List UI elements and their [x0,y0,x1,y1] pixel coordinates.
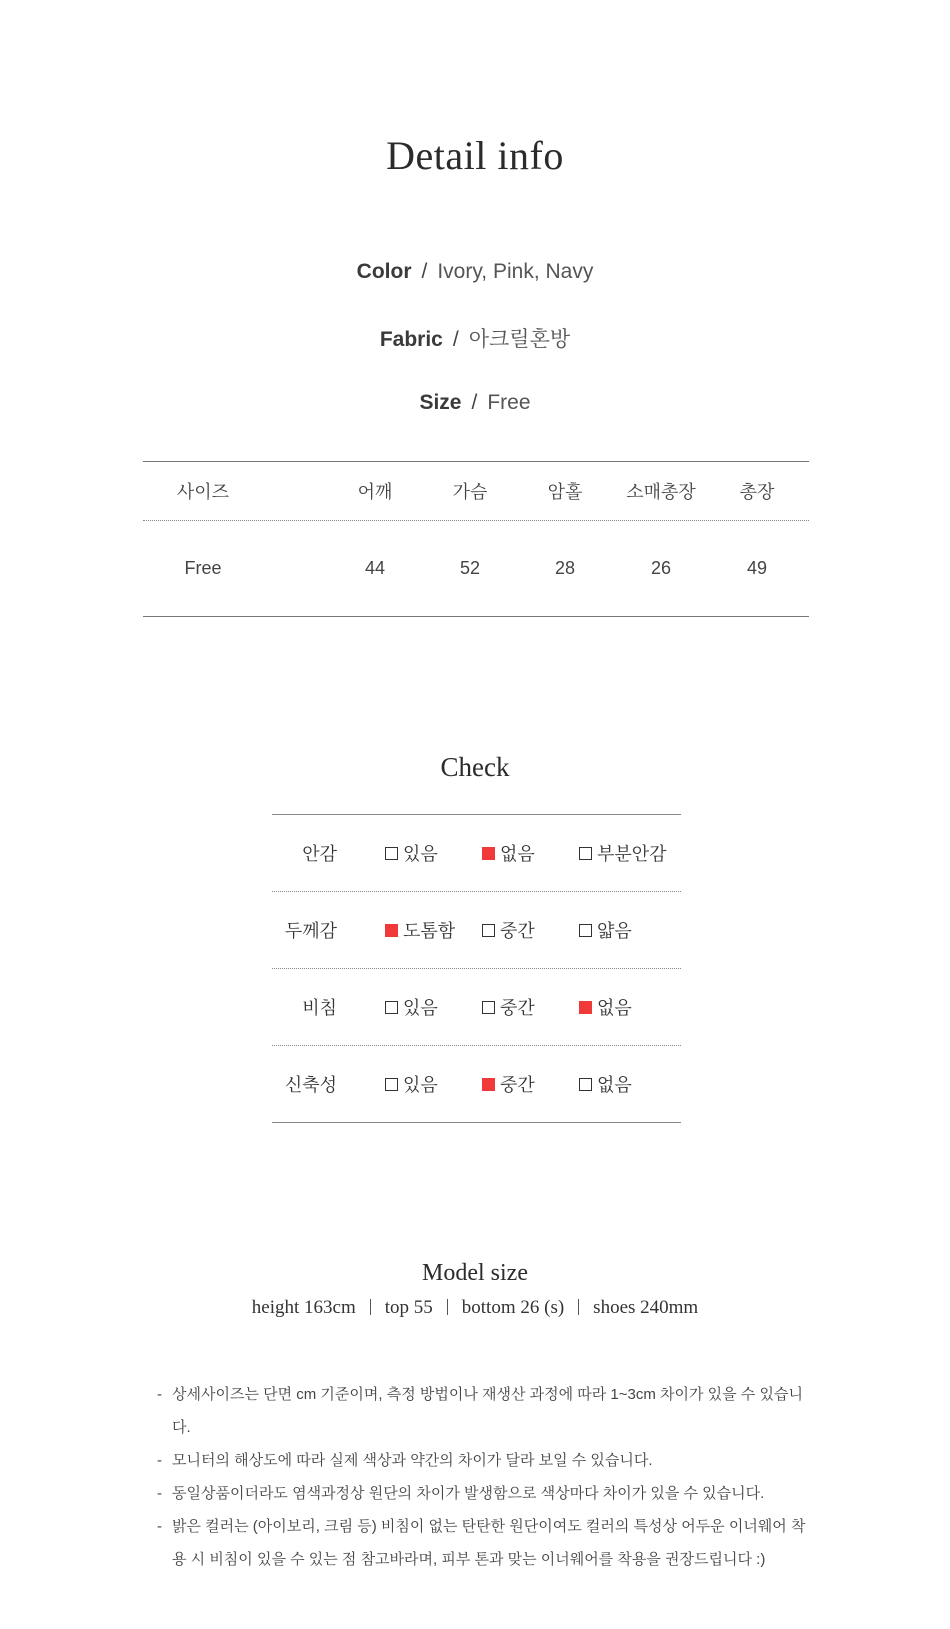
list-item [157,1378,807,1444]
check-option [482,815,535,891]
checkbox-checked-icon [579,1001,592,1014]
checkbox-icon [385,1001,398,1014]
size-value-cell: 26 [650,558,672,578]
size-header-cell: 암홀 [547,482,583,502]
check-row-label: 비침 [302,998,337,1018]
note-text: 동일상품이더라도 염색과정상 원단의 차이가 발생함으로 색상마다 차이가 있을 수 있습니다. [172,1485,765,1502]
spec-color-value: Ivory, Pink, Navy [437,260,594,283]
dash-bullet: - [157,1452,162,1469]
spec-fabric [0,323,950,353]
checkbox-icon [385,1078,398,1091]
check-option-label: 없음 [597,1075,632,1095]
spec-fabric-value: 아크릴혼방 [468,328,571,351]
check-row-sheerness [272,968,681,1045]
note-text: 밝은 컬러는 (아이보리, 크림 등) 비침이 없는 탄탄한 원단이여도 컬러의 특성상 어두운 이너웨어 착용 시 비침이 있을 수 있는 점 참고바라며, 피부 톤과 맞는 이너웨어를 착용을 권장드립니다 :) [172,1518,806,1568]
check-option-label: 부분안감 [597,844,667,864]
spec-color-separator: / [421,260,428,283]
note-text: 상세사이즈는 단면 cm 기준이며, 측정 방법이나 재생산 과정에 따라 1~3cm 차이가 있을 수 있습니다. [172,1386,803,1436]
size-value-cell: 44 [364,558,386,578]
spec-size [0,391,950,415]
check-option [482,969,535,1045]
check-table [272,814,681,1123]
list-item [157,1477,807,1510]
divider [370,1299,371,1315]
size-value-cell: 49 [746,558,768,578]
table-row [143,520,809,616]
check-option-label: 중간 [500,921,535,941]
spec-size-value: Free [487,391,531,414]
notes-list [157,1378,807,1576]
checkbox-icon [385,847,398,860]
check-row-label: 안감 [302,844,337,864]
size-header-cell: 가슴 [452,482,488,502]
list-item [157,1510,807,1576]
page-title: Detail info [386,133,564,178]
checkbox-icon [482,1001,495,1014]
size-header-cell: 어깨 [357,482,393,502]
dash-bullet: - [157,1518,162,1535]
spec-size-separator: / [471,391,478,414]
check-option [482,1046,535,1122]
check-row-label: 두께감 [284,921,337,941]
check-row-label: 신축성 [284,1075,337,1095]
model-bottom: bottom 26 (s) [461,1297,565,1318]
checkbox-icon [579,924,592,937]
check-option [482,892,535,968]
checkbox-icon [482,924,495,937]
check-option-label: 중간 [500,1075,535,1095]
checkbox-checked-icon [482,847,495,860]
check-option-label: 있음 [403,844,438,864]
size-value-cell: Free [184,558,222,578]
check-row-thickness [272,891,681,968]
divider [578,1299,579,1315]
check-option [579,1046,632,1122]
check-row-stretch [272,1045,681,1122]
check-option [385,969,438,1045]
check-option [385,1046,438,1122]
size-header-cell: 사이즈 [176,482,230,502]
check-option [579,815,667,891]
check-option [385,892,455,968]
check-option-label: 얇음 [597,921,632,941]
note-text: 모니터의 해상도에 따라 실제 색상과 약간의 차이가 달라 보일 수 있습니다. [172,1452,653,1469]
check-option-label: 있음 [403,998,438,1018]
model-top: top 55 [384,1297,433,1318]
size-table [143,461,809,617]
spec-size-label: Size [419,391,462,414]
check-option [579,892,632,968]
size-header-cell: 소매총장 [626,482,696,502]
size-table-header-row [143,462,809,520]
divider [447,1299,448,1315]
spec-fabric-label: Fabric [379,328,443,351]
check-option-label: 도톰함 [403,921,456,941]
list-item [157,1444,807,1477]
check-option [579,969,632,1045]
model-height: height 163cm [251,1297,356,1318]
model-size-line [0,1297,950,1319]
check-option-label: 있음 [403,1075,438,1095]
spec-fabric-separator: / [452,328,459,351]
check-row-lining [272,815,681,891]
size-value-cell: 52 [459,558,481,578]
check-option-label: 없음 [500,844,535,864]
check-section-title: Check [440,752,510,782]
spec-color-label: Color [356,260,412,283]
dash-bullet: - [157,1386,162,1403]
checkbox-icon [579,847,592,860]
checkbox-icon [579,1078,592,1091]
checkbox-checked-icon [482,1078,495,1091]
spec-color [0,260,950,284]
model-size-title: Model size [422,1260,528,1286]
model-shoes: shoes 240mm [593,1297,699,1318]
check-option-label: 없음 [597,998,632,1018]
check-option-label: 중간 [500,998,535,1018]
checkbox-checked-icon [385,924,398,937]
size-header-cell: 총장 [739,482,775,502]
check-option [385,815,438,891]
size-value-cell: 28 [554,558,576,578]
dash-bullet: - [157,1485,162,1502]
